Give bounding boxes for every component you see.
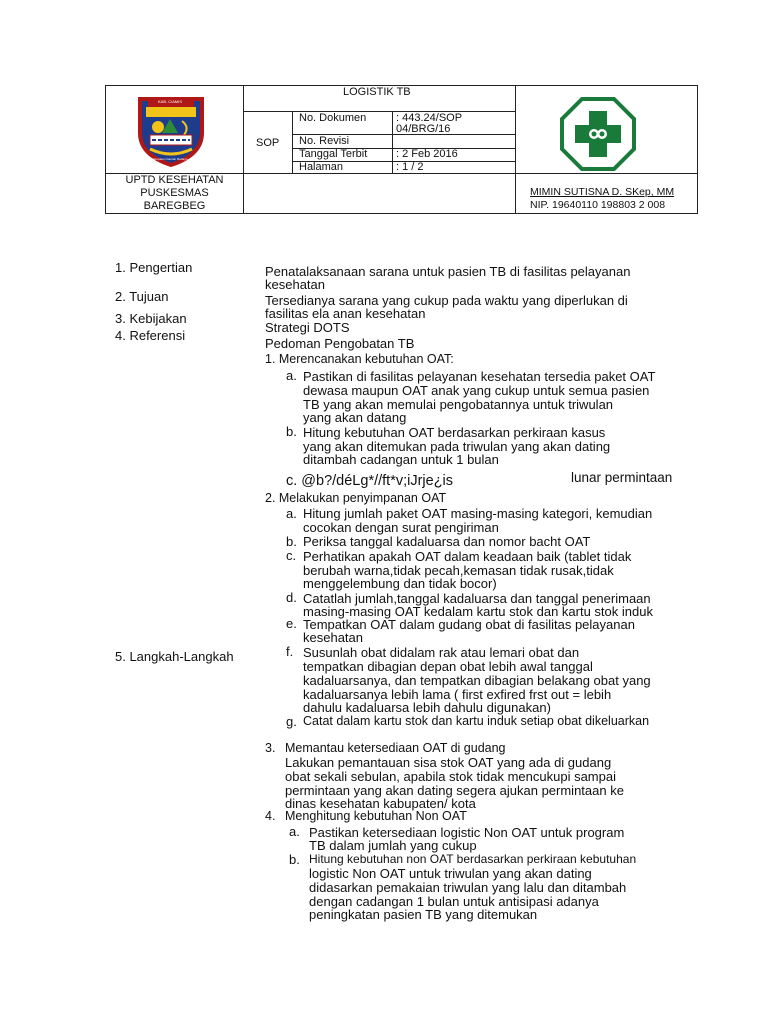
step-2e-line-2: kesehatan — [303, 630, 363, 645]
section-label-pengertian: 1. Pengertian — [115, 260, 193, 275]
step-1b-line-2: yang akan ditemukan pada triwulan yang akan dating — [303, 439, 611, 454]
step-2g-line-1: Catat dalam kartu stok dan kartu induk setiap obat dikeluarkan — [303, 714, 650, 728]
step-3-line-1: Lakukan pemantauan sisa stok OAT yang ada di gudang — [285, 755, 612, 770]
step-2f-marker: f. — [286, 644, 294, 659]
step-1a-line-4: yang akan datang — [303, 410, 407, 425]
step-4a-line-1: Pastikan ketersediaan logistic Non OAT untuk program — [309, 825, 625, 840]
field-label-no-revisi: No. Revisi — [299, 135, 350, 147]
crest-caption: KAB. CIAMIS — [158, 99, 183, 104]
field-value-halaman: : 1 / 2 — [396, 161, 424, 173]
step-4b-line-2: logistic Non OAT untuk triwulan yang akan dating — [309, 866, 592, 881]
field-value-tanggal-terbit: : 2 Feb 2016 — [396, 148, 458, 160]
step-3-line-2: obat sekali sebulan, apabila stok tidak mencukupi sampai — [285, 769, 616, 784]
step-1a-line-1: Pastikan di fasilitas pelayanan kesehatan tersedia paket OAT — [303, 369, 656, 384]
org-line-1: UPTD KESEHATAN — [125, 174, 224, 186]
step-1a-line-3: TB yang akan memulai pengobatannya untuk triwulan — [303, 397, 614, 412]
step-2c-line-2: berubah warna,tidak pecah,kemasan tidak rusak,tidak — [303, 563, 614, 578]
step-4b-line-3: didasarkan pemakaian triwulan yang lalu dan ditambah — [309, 880, 627, 895]
step-3-number: 3. — [265, 741, 276, 755]
step-2d-line-1: Catatlah jumlah,tanggal kadaluarsa dan tanggal penerimaan — [303, 591, 651, 606]
kebijakan-text: Strategi DOTS — [265, 320, 350, 335]
tujuan-text-2: fasilitas ela anan kesehatan — [265, 306, 426, 321]
field-value-no-dokumen: : 443.24/SOP 04/BRG/16 — [396, 112, 462, 135]
section-label-tujuan: 2. Tujuan — [115, 289, 169, 304]
field-label-tanggal-terbit: Tanggal Terbit — [299, 148, 368, 160]
district-crest-logo — [134, 93, 208, 167]
step-4-number: 4. — [265, 809, 276, 823]
org-line-3: BAREGBEG — [143, 200, 206, 212]
step-3-line-4: dinas kesehatan kabupaten/ kota — [285, 796, 476, 811]
signer-nip: NIP. 19640110 198803 2 008 — [530, 199, 666, 211]
step-4a-marker: a. — [289, 824, 300, 839]
step-2a-marker: a. — [286, 506, 297, 521]
step-2a-line-2: cocokan dengan surat pengiriman — [303, 520, 499, 535]
sop-label: SOP — [256, 137, 280, 149]
step-1b-marker: b. — [286, 424, 297, 439]
section-label-langkah: 5. Langkah-Langkah — [115, 649, 234, 664]
step-1b-line-3: ditambah cadangan untuk 1 bulan — [303, 452, 499, 467]
step-1c-text: c. @b?/déLg*//ft*v;iJrje¿is — [286, 473, 454, 489]
step-3-title: Memantau ketersediaan OAT di gudang — [285, 741, 506, 755]
step-2d-marker: d. — [286, 590, 297, 605]
step-2e-line-1: Tempatkan OAT dalam gudang obat di fasilitas pelayanan — [303, 617, 635, 632]
step-2e-marker: e. — [286, 616, 297, 631]
step-2d-line-2: masing-masing OAT kedalam kartu stok dan kartu stok induk — [303, 604, 653, 619]
step-2b-marker: b. — [286, 534, 297, 549]
step-2a-line-1: Hitung jumlah paket OAT masing-masing kategori, kemudian — [303, 506, 653, 521]
step-2c-marker: c. — [286, 548, 297, 563]
step-2f-line-2: tempatkan dibagian depan obat lebih awal tanggal — [303, 659, 593, 674]
pengertian-text-2: kesehatan — [265, 277, 325, 292]
step-4b-marker: b. — [289, 852, 300, 867]
step-2-title: 2. Melakukan penyimpanan OAT — [265, 491, 447, 505]
section-label-kebijakan: 3. Kebijakan — [115, 311, 187, 326]
pengertian-text-1: Penatalaksanaan sarana untuk pasien TB di fasilitas pelayanan — [265, 264, 631, 279]
org-line-2: PUSKESMAS — [140, 187, 209, 199]
puskesmas-logo — [560, 97, 636, 171]
org-name — [106, 174, 243, 213]
document-title: LOGISTIK TB — [343, 86, 411, 98]
step-3-line-3: permintaan yang akan dating segera ajukan permintaan ke — [285, 783, 624, 798]
step-2f-line-1: Susunlah obat didalam rak atau lemari obat dan — [303, 645, 580, 660]
step-4-title: Menghitung kebutuhan Non OAT — [285, 809, 467, 823]
step-2c-line-3: menggelembung dan tidak bocor) — [303, 576, 497, 591]
step-4a-line-2: TB dalam jumlah yang cukup — [309, 838, 477, 853]
section-label-referensi: 4. Referensi — [115, 328, 186, 343]
step-4b-line-4: dengan cadangan 1 bulan untuk antisipasi adanya — [309, 894, 599, 909]
step-2g-marker: g. — [286, 714, 297, 729]
crest-motto: Kabupaten Gantan Rahayu — [151, 157, 188, 161]
step-1a-line-2: dewasa maupun OAT anak yang cukup untuk semua pasien — [303, 383, 650, 398]
step-1c-right-text: lunar permintaan — [571, 470, 673, 485]
step-2f-line-4: kadaluarsanya lebih lama ( first exfired frst out = lebih — [303, 687, 612, 702]
step-4b-line-5: peningkatan pasien TB yang ditemukan — [309, 907, 538, 922]
step-1b-line-1: Hitung kebutuhan OAT berdasarkan perkiraan kasus — [303, 425, 606, 440]
field-label-no-dokumen: No. Dokumen — [299, 112, 367, 124]
step-1a-marker: a. — [286, 368, 297, 383]
step-1-title: 1. Merencanakan kebutuhan OAT: — [265, 352, 454, 366]
step-4b-line-1: Hitung kebutuhan non OAT berdasarkan perkiraan kebutuhan — [309, 852, 637, 866]
step-2f-line-5: dahulu kadaluarsa lebih dahulu digunakan) — [303, 700, 551, 715]
referensi-text: Pedoman Pengobatan TB — [265, 336, 415, 351]
tujuan-text-1: Tersedianya sarana yang cukup pada waktu yang diperlukan di — [265, 293, 628, 308]
field-label-halaman: Halaman — [299, 161, 344, 173]
step-2c-line-1: Perhatikan apakah OAT dalam keadaan baik (tablet tidak — [303, 549, 632, 564]
signer-name: MIMIN SUTISNA D. SKep, MM — [530, 186, 675, 198]
step-2f-line-3: kadaluarsanya, dan tempatkan dibagian belakang obat yang — [303, 673, 651, 688]
step-2b-line-1: Periksa tanggal kadaluarsa dan nomor bacht OAT — [303, 534, 591, 549]
